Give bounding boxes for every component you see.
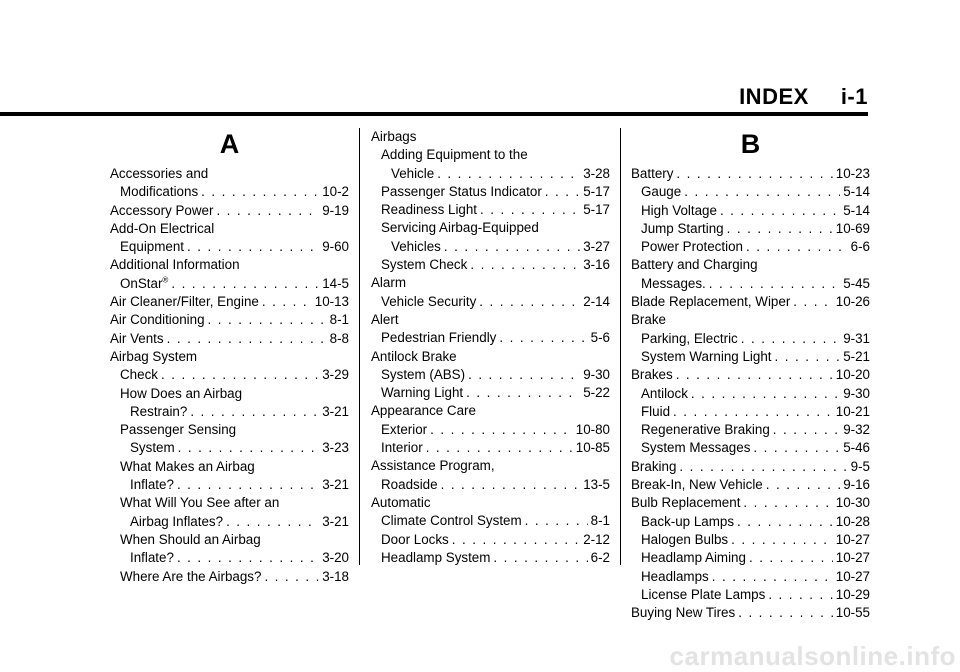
index-entry	[371, 293, 610, 311]
index-column-2	[371, 128, 610, 567]
index-entry	[631, 586, 870, 604]
entry-text: Accessory Power	[110, 202, 214, 218]
index-entry	[631, 238, 870, 256]
entry-text: Vehicle Security	[381, 293, 477, 309]
index-heading	[110, 165, 349, 183]
index-entry	[631, 366, 870, 384]
index-entry	[631, 568, 870, 586]
entry-text: Air Vents	[110, 330, 164, 346]
index-entry	[631, 275, 870, 293]
entry-text: Air Cleaner/Filter, Engine	[110, 294, 259, 310]
page-ref: 10-21	[835, 403, 870, 419]
index-entry	[110, 275, 349, 293]
index-entry	[631, 348, 870, 366]
index-entry	[631, 165, 870, 183]
index-heading	[110, 256, 349, 274]
page-ref: 2-14	[583, 293, 610, 309]
entry-text: System Warning Light	[641, 348, 772, 364]
index-entry	[371, 476, 610, 494]
page-ref: 6-6	[850, 239, 870, 255]
page-ref: 8-1	[590, 513, 610, 529]
section-title: INDEX	[739, 84, 809, 109]
dot-leader	[738, 604, 833, 622]
entry-text: What Makes an Airbag	[120, 458, 255, 474]
watermark: carmanualsonline.info	[669, 641, 956, 671]
registered-mark: ®	[162, 275, 169, 285]
entry-text: Parking, Electric	[641, 330, 738, 346]
index-entry	[110, 403, 349, 421]
page-ref: 9-32	[843, 422, 870, 438]
entry-text: Door Locks	[381, 531, 449, 547]
index-entry	[631, 385, 870, 403]
entry-text: Headlamps	[641, 568, 709, 584]
entry-text: Airbag Inflates?	[130, 513, 224, 529]
entry-text: Restrain?	[130, 403, 188, 419]
page-header	[739, 84, 868, 110]
index-entry	[371, 183, 610, 201]
dot-leader	[676, 165, 832, 183]
entry-text: Servicing Airbag-Equipped	[381, 220, 539, 236]
dot-leader	[727, 220, 833, 238]
entry-text: High Voltage	[641, 202, 717, 218]
page-ref: 10-27	[835, 550, 870, 566]
dot-leader	[466, 384, 580, 402]
page-ref: 10-28	[835, 513, 870, 529]
index-entry	[631, 476, 870, 494]
entry-text: When Should an Airbag	[120, 531, 261, 547]
index-heading	[110, 458, 349, 476]
dot-leader	[190, 403, 319, 421]
index-heading	[110, 385, 349, 403]
entry-text: Interior	[381, 440, 423, 456]
page-ref: 10-27	[835, 531, 870, 547]
letter-heading: B	[740, 129, 761, 159]
index-entry	[631, 403, 870, 421]
index-entry	[371, 512, 610, 530]
entry-text: Airbag System	[110, 348, 198, 364]
page-ref: 10-27	[835, 568, 870, 584]
index-heading	[110, 220, 349, 238]
entry-text: Break-In, New Vehicle	[631, 477, 763, 493]
index-heading	[371, 146, 610, 164]
page-ref: 10-23	[835, 166, 870, 181]
entry-text: Pedestrian Friendly	[381, 330, 497, 346]
index-entry	[371, 238, 610, 256]
index-heading	[371, 348, 610, 366]
dot-leader	[737, 513, 833, 531]
page-ref: 8-8	[329, 330, 349, 346]
dot-leader	[161, 366, 319, 384]
dot-leader	[673, 403, 833, 421]
entry-text: Antilock Brake	[371, 348, 457, 364]
entry-text: Headlamp Aiming	[641, 550, 746, 566]
dot-leader	[216, 202, 319, 220]
entry-text: System Check	[381, 257, 468, 273]
dot-leader	[499, 329, 587, 347]
entry-text: Readiness Light	[381, 202, 478, 218]
index-heading	[631, 256, 870, 274]
entry-text: Halogen Bulbs	[641, 531, 729, 547]
dot-leader	[709, 275, 840, 293]
page-ref: 3-21	[322, 513, 349, 529]
dot-leader	[470, 256, 580, 274]
index-entry	[631, 421, 870, 439]
page-ref: 10-2	[322, 184, 349, 200]
index-entry	[371, 165, 610, 183]
entry-text: How Does an Airbag	[120, 385, 243, 401]
index-entry	[631, 220, 870, 238]
entry-text: Brake	[631, 312, 666, 328]
index-heading	[371, 311, 610, 329]
index-entry	[631, 513, 870, 531]
dot-leader	[731, 531, 833, 549]
index-heading	[110, 494, 349, 512]
index-column-1	[110, 128, 349, 586]
entry-text: Bulb Replacement	[631, 495, 741, 511]
index-entry	[110, 439, 349, 457]
entry-text: Vehicles	[391, 238, 441, 254]
page-ref: 5-22	[583, 385, 610, 401]
entry-text: Alert	[371, 311, 399, 327]
index-heading	[371, 494, 610, 512]
index-heading	[371, 402, 610, 420]
index-entry	[371, 366, 610, 384]
dot-leader	[262, 293, 312, 311]
index-entry	[110, 366, 349, 384]
entry-text: Inflate?	[130, 550, 174, 566]
entry-text: Modifications	[120, 184, 199, 200]
index-entry	[631, 531, 870, 549]
entry-text: Vehicle	[391, 165, 435, 181]
page-ref: 10-69	[835, 220, 870, 236]
entry-text: Roadside	[381, 476, 438, 492]
dot-leader	[264, 568, 319, 586]
page-ref: 9-60	[322, 239, 349, 255]
index-heading	[110, 348, 349, 366]
dot-leader	[444, 238, 580, 256]
dot-leader	[208, 311, 327, 329]
index-entry	[631, 293, 870, 311]
dot-leader	[545, 183, 580, 201]
page-ref: 3-29	[322, 367, 349, 383]
index-entry	[371, 256, 610, 274]
dot-leader	[480, 201, 580, 219]
index-entry	[110, 293, 349, 311]
entry-text: Passenger Status Indicator	[381, 183, 542, 199]
entry-text: Battery	[631, 166, 674, 181]
dot-leader	[187, 238, 319, 256]
dot-leader	[741, 330, 840, 348]
index-entry	[110, 549, 349, 567]
entry-text: What Will You See after an	[120, 495, 280, 511]
page-ref: 3-27	[583, 238, 610, 254]
entry-text: Adding Equipment to the	[381, 147, 528, 163]
index-entry	[371, 421, 610, 439]
page-ref: 3-21	[322, 477, 349, 493]
dot-leader	[177, 549, 319, 567]
page-ref: 3-18	[322, 568, 349, 584]
dot-leader	[768, 586, 832, 604]
page-ref: 3-16	[583, 257, 610, 273]
page-ref: 10-80	[575, 421, 610, 437]
entry-text: Add-On Electrical	[110, 220, 215, 236]
index-entry	[110, 311, 349, 329]
index-column-3	[631, 128, 870, 622]
dot-leader	[171, 275, 319, 293]
entry-text: Warning Light	[381, 385, 464, 401]
page-ref: 5-17	[583, 183, 610, 199]
dot-leader	[753, 439, 840, 457]
page-ref: 10-26	[835, 294, 870, 310]
index-entry	[631, 439, 870, 457]
page-ref: 10-13	[314, 294, 349, 310]
header-rule	[0, 112, 868, 116]
page-ref: 5-6	[590, 330, 610, 346]
page-ref: 8-1	[329, 312, 349, 328]
entry-text: Assistance Program,	[371, 458, 495, 474]
page-ref: 13-5	[583, 476, 610, 492]
entry-text: Air Conditioning	[110, 312, 205, 328]
index-heading	[371, 274, 610, 292]
index-entry	[110, 238, 349, 256]
dot-leader	[426, 439, 573, 457]
entry-text: Jump Starting	[641, 220, 724, 236]
dot-leader	[679, 458, 847, 476]
entry-text: Battery and Charging	[631, 257, 758, 273]
entry-text: Messages.	[641, 275, 706, 291]
page-ref: 3-20	[322, 550, 349, 566]
dot-leader	[452, 531, 580, 549]
index-entry	[110, 202, 349, 220]
index-entry	[371, 384, 610, 402]
index-entry	[371, 531, 610, 549]
entry-text: Automatic	[371, 494, 431, 510]
dot-leader	[691, 385, 840, 403]
page-ref: 10-30	[835, 495, 870, 511]
index-heading	[371, 128, 610, 146]
dot-leader	[479, 293, 580, 311]
index-entry	[110, 476, 349, 494]
entry-text: Additional Information	[110, 257, 240, 273]
dot-leader	[743, 494, 832, 512]
dot-leader	[226, 513, 319, 531]
entry-text: Where Are the Airbags?	[120, 568, 262, 584]
entry-text: License Plate Lamps	[641, 586, 766, 602]
index-entry	[631, 549, 870, 567]
page-number: i-1	[840, 84, 868, 109]
index-heading	[631, 311, 870, 329]
entry-text: Equipment	[120, 239, 185, 255]
entry-text: Climate Control System	[381, 513, 522, 529]
dot-leader	[178, 439, 320, 457]
column-divider	[620, 128, 621, 565]
entry-text: System Messages	[641, 440, 751, 456]
page-ref: 6-2	[590, 549, 610, 565]
dot-leader	[766, 476, 840, 494]
entry-text: Antilock	[641, 385, 688, 401]
entry-text: Check	[120, 367, 158, 383]
dot-leader	[749, 549, 833, 567]
page-ref: 9-30	[583, 366, 610, 382]
dot-leader	[775, 348, 841, 366]
dot-leader	[177, 476, 319, 494]
entry-text: OnStar®	[120, 275, 169, 291]
entry-text: Back-up Lamps	[641, 513, 735, 529]
index-entry	[631, 494, 870, 512]
index-entry	[631, 330, 870, 348]
page-ref: 5-14	[843, 202, 870, 218]
page-ref: 9-16	[843, 477, 870, 493]
entry-text: Brakes	[631, 367, 673, 383]
index-entry	[631, 604, 870, 622]
entry-text: System (ABS)	[381, 366, 466, 382]
page-ref: 3-23	[322, 440, 349, 456]
dot-leader	[676, 366, 833, 384]
index-heading	[371, 219, 610, 237]
entry-text: System	[130, 440, 175, 456]
index-heading	[110, 421, 349, 439]
entry-text: Airbags	[371, 129, 417, 144]
entry-text: Blade Replacement, Wiper	[631, 294, 791, 310]
index-entry	[110, 513, 349, 531]
entry-text: Appearance Care	[371, 403, 476, 419]
dot-leader	[720, 202, 840, 220]
dot-leader	[167, 330, 327, 348]
index-entry	[631, 183, 870, 201]
dot-leader	[712, 568, 833, 586]
letter-heading: A	[219, 129, 240, 159]
entry-text: Passenger Sensing	[120, 422, 237, 438]
page-ref: 2-12	[583, 531, 610, 547]
index-entry	[631, 458, 870, 476]
page-ref: 14-5	[322, 275, 349, 291]
index-entry	[110, 330, 349, 348]
entry-text: Regenerative Braking	[641, 422, 770, 438]
dot-leader	[773, 421, 840, 439]
entry-text: Inflate?	[130, 477, 174, 493]
dot-leader	[430, 421, 573, 439]
page-ref: 10-85	[575, 440, 610, 456]
index-entry	[371, 549, 610, 567]
entry-text: Accessories and	[110, 166, 209, 181]
entry-text: Alarm	[371, 275, 406, 291]
dot-leader	[441, 476, 581, 494]
page-ref: 5-21	[843, 348, 870, 364]
index-entry	[371, 201, 610, 219]
page-ref: 10-20	[835, 367, 870, 383]
entry-text: Exterior	[381, 421, 428, 437]
index-entry	[110, 183, 349, 201]
page-ref: 9-19	[322, 202, 349, 218]
entry-text: Power Protection	[641, 239, 743, 255]
page-ref: 9-5	[850, 458, 870, 474]
dot-leader	[684, 183, 840, 201]
entry-text: Gauge	[641, 184, 682, 200]
page-ref: 5-14	[843, 184, 870, 200]
entry-text: Fluid	[641, 403, 671, 419]
dot-leader	[201, 183, 319, 201]
entry-text: Headlamp System	[381, 549, 491, 565]
page-ref: 3-28	[583, 165, 610, 181]
index-entry	[631, 202, 870, 220]
dot-leader	[468, 366, 580, 384]
page-ref: 5-46	[843, 440, 870, 456]
index-entry	[371, 329, 610, 347]
dot-leader	[793, 293, 832, 311]
dot-leader	[493, 549, 587, 567]
entry-text: Braking	[631, 458, 677, 474]
page-ref: 9-31	[843, 330, 870, 346]
index-entry	[371, 439, 610, 457]
entry-text: Buying New Tires	[631, 605, 736, 621]
page-ref: 9-30	[843, 385, 870, 401]
dot-leader	[746, 238, 848, 256]
page-ref: 5-45	[843, 275, 870, 291]
page-ref: 10-55	[835, 605, 870, 621]
index-heading	[371, 457, 610, 475]
index-heading	[110, 531, 349, 549]
page-ref: 3-21	[322, 403, 349, 419]
index-entry	[110, 568, 349, 586]
column-divider	[359, 128, 360, 565]
page-ref: 5-17	[583, 202, 610, 218]
dot-leader	[525, 512, 588, 530]
page-ref: 10-29	[835, 586, 870, 602]
dot-leader	[437, 165, 580, 183]
